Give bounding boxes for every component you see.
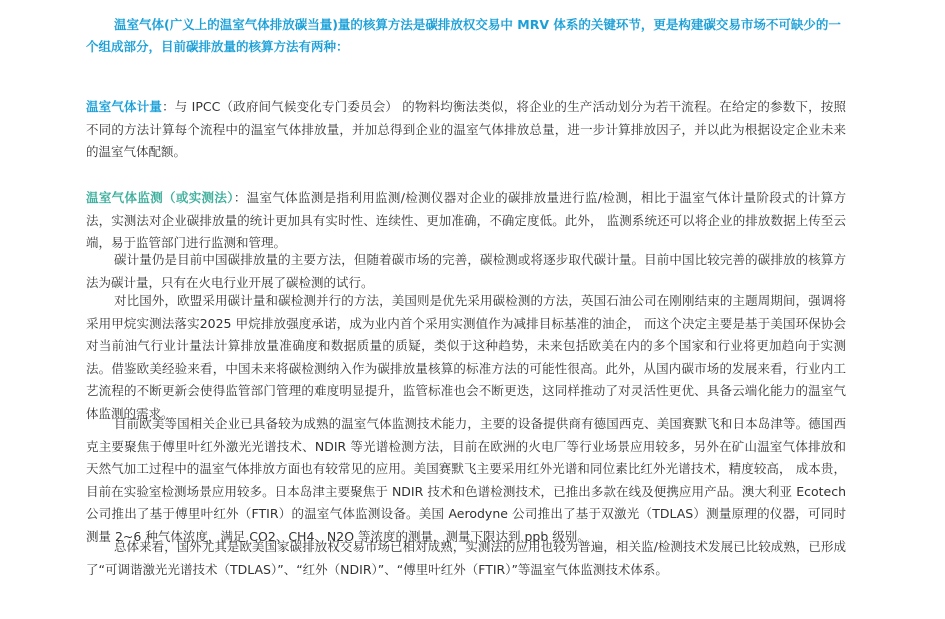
monitor-text: ：温室气体监测是指利用监测/检测仪器对企业的碳排放量进行监/检测，相比于温室气体计量阶段式的计算方法，实测法对企业碳排放量的统计更加具有实时性、连续性、更加准确，不确定度低。此外， 监测系统还可以将企业的排放数据上传至云端，易于监管部门进行监测和管理。 [86,190,846,250]
monitor-paragraph-2: 碳计量仍是目前中国碳排放量的主要方法，但随着碳市场的完善，碳检测或将逐步取代碳计量。目前中国比较完善的碳排放的核算方法为碳计量，只有在火电行业开展了碳检测的试行。 [86,252,846,290]
monitor-paragraph [86,187,846,255]
intro-paragraph: 温室气体(广义上的温室气体排放碳当量)量的核算方法是碳排放权交易中 MRV 体系的关键环节，更是构建碳交易市场不可缺少的一个组成部分，目前碳排放量的核算方法有两种： [86,17,841,54]
monitor-paragraph-4: 目前欧美等国相关企业已具备较为成熟的温室气体监测技术能力，主要的设备提供商有德国西克、美国赛默飞和日本岛津等。德国西克主要聚焦于傅里叶红外激光光谱技术、NDIR 等光谱检测方法，目前在欧洲的火电厂等行业场景应用较多，另外在矿山温室气体排放和天然气加工过程中的温室气体排放方面也有较常见的应用。美国赛默飞主要采用红外光谱和同位素比红外光谱技术，精度较高， 成本贵，目前在实验室检测场景应用较多。日本岛津主要聚焦于 NDIR 技术和色谱检测技术，已推出多款在线及便携应用产品。澳大利亚 Ecotech 公司推出了基于傅里叶红外（FTIR）的温室气体监测设备。美国 Aerodyne 公司推出了基于双激光（TDLAS）测量原理的仪器，可同时测量 2~6 种气体浓度，满足 CO2、CH4、N2O 等浓度的测量，测量下限达到 ppb 级别。 [86,416,846,544]
calc-heading: 温室气体计量 [86,99,163,114]
calc-paragraph [86,96,846,164]
monitor-paragraph-5: 总体来看，国外尤其是欧美国家碳排放权交易市场已相对成熟，实测法的应用也较为普遍，相关监/检测技术发展已比较成熟，已形成了“可调谐激光光谱技术（TDLAS）”、“红外（NDIR）”、“傅里叶红外（FTIR）”等温室气体监测技术体系。 [86,539,846,577]
monitor-paragraph-3: 对比国外，欧盟采用碳计量和碳检测并行的方法，美国则是优先采用碳检测的方法，英国石油公司在刚刚结束的主题周期间，强调将采用甲烷实测法落实2025 甲烷排放强度承诺，成为业内首个采用实测值作为减排目标基准的油企， 而这个决定主要是基于美国环保协会对当前油气行业计量法计算排放量准确度和数据质量的质疑，类似于这种趋势，未来包括欧美在内的多个国家和行业将更加趋向于实测法。借鉴欧美经验来看，中国未来将碳检测纳入作为碳排放量核算的标准方法的可能性很高。此外，从国内碳市场的发展来看，行业内工艺流程的不断更新会使得监管部门管理的难度明显提升，监管标准也会不断更迭，这同样推动了对灵活性更优、具备云端化能力的温室气体监测的需求。 [86,293,846,421]
monitor-heading: 温室气体监测（或实测法） [86,190,234,205]
calc-text: ：与 IPCC（政府间气候变化专门委员会） 的物料均衡法类似，将企业的生产活动划分为若干流程。在给定的参数下，按照不同的方法计算每个流程中的温室气体排放量，并加总得到企业的温室气体排放总量，进一步计算排放因子，并以此为根据设定企业未来的温室气体配额。 [86,99,846,159]
